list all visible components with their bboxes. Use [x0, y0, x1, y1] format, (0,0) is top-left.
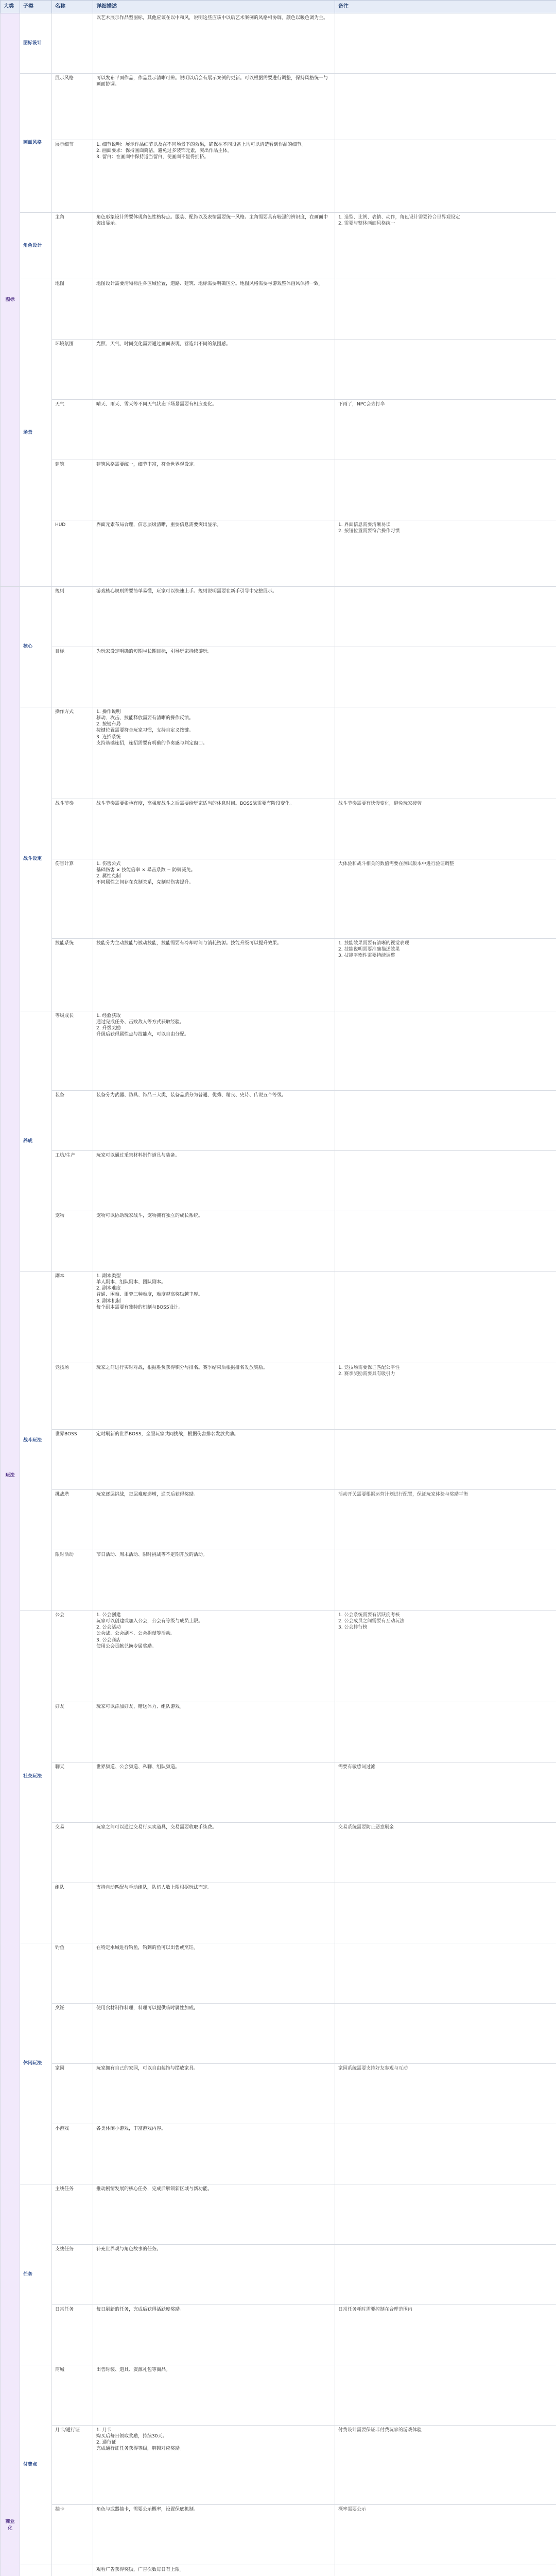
detail-cell[interactable]: 观看广告获得奖励，广告次数每日有上限。 [93, 2565, 335, 2576]
name-cell[interactable] [52, 2565, 93, 2576]
detail-cell[interactable]: 1. 经验获取 通过完成任务、击败敌人等方式获取经验。 2. 升级奖励 升级后获得属性点与技能点，可以自由分配。 [93, 1011, 335, 1091]
table-row [1, 279, 556, 340]
detail-cell[interactable]: 为玩家设定明确的短期与长期目标，引导玩家持续游玩。 [93, 647, 335, 707]
detail-cell[interactable]: 玩家之间可以通过交易行买卖道具，交易需要收取手续费。 [93, 1823, 335, 1883]
table-row [1, 1151, 556, 1211]
name-cell[interactable]: 目标 [52, 647, 93, 707]
detail-cell[interactable]: 各类休闲小游戏，丰富游戏内容。 [93, 2124, 335, 2184]
table-row [1, 1762, 556, 1823]
note-cell[interactable] [335, 1091, 556, 1151]
note-cell[interactable] [335, 74, 556, 140]
detail-cell[interactable]: 玩家逐层挑战，每层难度递增，通关后获得奖励。 [93, 1490, 335, 1550]
note-cell[interactable] [335, 1883, 556, 1943]
name-cell[interactable]: 主线任务 [52, 2184, 93, 2245]
category-cell[interactable]: 商业化 [1, 2365, 20, 2576]
table-row [1, 2565, 556, 2576]
note-cell[interactable] [335, 587, 556, 647]
note-cell[interactable] [335, 1151, 556, 1211]
detail-cell[interactable]: 在特定水域进行钓鱼，钓到的鱼可以出售或烹饪。 [93, 1943, 335, 2004]
name-cell[interactable] [52, 13, 93, 74]
table-row [1, 2245, 556, 2305]
detail-cell[interactable]: 角色与武器抽卡，需要公示概率，设置保底机制。 [93, 2505, 335, 2565]
name-cell[interactable]: 伤害计算 [52, 859, 93, 939]
detail-cell[interactable]: 出售时装、道具、资源礼包等商品。 [93, 2365, 335, 2426]
note-cell[interactable] [335, 2184, 556, 2245]
name-cell[interactable]: 展示细节 [52, 140, 93, 213]
note-cell[interactable] [335, 1702, 556, 1762]
subcategory-cell[interactable]: 场景 [20, 279, 52, 587]
detail-cell[interactable]: 晴天、雨天、雪天等不同天气状态下场景需要有相应变化。 [93, 400, 335, 460]
note-cell[interactable] [335, 140, 556, 213]
note-cell[interactable] [335, 1272, 556, 1363]
name-cell[interactable]: 装备 [52, 1091, 93, 1151]
header-subcategory[interactable]: 子类 [20, 1, 52, 13]
table-row [1, 1272, 556, 1363]
table-row [1, 2004, 556, 2064]
table-row [1, 1550, 556, 1611]
detail-cell[interactable]: 宠物可以协助玩家战斗，宠物拥有独立的成长系统。 [93, 1211, 335, 1272]
table-row [1, 1430, 556, 1490]
name-cell[interactable]: 建筑 [52, 460, 93, 520]
subcategory-cell[interactable]: 战斗玩法 [20, 1272, 52, 1611]
table-row [1, 1943, 556, 2004]
detail-cell[interactable]: 界面元素布局合理，信息层级清晰，重要信息需要突出显示。 [93, 520, 335, 587]
detail-cell[interactable]: 建筑风格需要统一，细节丰富，符合世界观设定。 [93, 460, 335, 520]
detail-cell[interactable]: 玩家拥有自己的家园，可以自由装饰与摆放家具。 [93, 2064, 335, 2124]
note-cell[interactable] [335, 1550, 556, 1611]
note-cell[interactable] [335, 340, 556, 400]
detail-cell[interactable]: 支持自动匹配与手动组队，队伍人数上限根据玩法而定。 [93, 1883, 335, 1943]
name-cell[interactable]: 环境氛围 [52, 340, 93, 400]
table-row [1, 1702, 556, 1762]
table-row [1, 1011, 556, 1091]
subcategory-cell[interactable]: 战斗设定 [20, 707, 52, 1011]
header-note[interactable]: 备注 [335, 1, 556, 13]
name-cell[interactable]: 好友 [52, 1702, 93, 1762]
name-cell[interactable]: 操作方式 [52, 707, 93, 799]
table-row [1, 1883, 556, 1943]
detail-cell[interactable]: 技能分为主动技能与被动技能，技能需要有冷却时间与消耗资源。技能升级可以提升效果。 [93, 939, 335, 1011]
table-row [1, 1490, 556, 1550]
note-cell[interactable]: 1. 公会系统需要有活跃度考核 2. 公会成员之间需要有互动玩法 3. 公会排行榜 [335, 1611, 556, 1702]
name-cell[interactable]: 技能系统 [52, 939, 93, 1011]
note-cell[interactable] [335, 13, 556, 74]
name-cell[interactable]: 天气 [52, 400, 93, 460]
name-cell[interactable]: 烹饪 [52, 2004, 93, 2064]
name-cell[interactable]: 规则 [52, 587, 93, 647]
subcategory-cell[interactable]: 核心 [20, 587, 52, 707]
detail-cell[interactable]: 节日活动、周末活动、限时挑战等不定期开放的活动。 [93, 1550, 335, 1611]
table-row [1, 1611, 556, 1702]
detail-cell[interactable]: 地图设计需要清晰标注各区域位置，道路、建筑、地标需要明确区分。地图风格需要与游戏整体画风保持一致。 [93, 279, 335, 340]
subcategory-cell[interactable] [20, 2565, 52, 2576]
name-cell[interactable]: 日常任务 [52, 2305, 93, 2365]
table-row [1, 2064, 556, 2124]
header-row [1, 1, 556, 13]
table-row [1, 2426, 556, 2505]
table-row [1, 340, 556, 400]
name-cell[interactable]: 世界BOSS [52, 1430, 93, 1490]
detail-cell[interactable]: 1. 公会创建 玩家可以创建或加入公会，公会有等级与成员上限。 2. 公会活动 公会战、公会副本、公会捐献等活动。 3. 公会商店 使用公会贡献兑换专属奖励。 [93, 1611, 335, 1702]
note-cell[interactable] [335, 279, 556, 340]
detail-cell[interactable]: 世界频道、公会频道、私聊、组队频道。 [93, 1762, 335, 1823]
note-cell[interactable] [335, 2124, 556, 2184]
note-cell[interactable]: 概率需要公示 [335, 2505, 556, 2565]
detail-cell[interactable]: 每日刷新的任务，完成后获得活跃度奖励。 [93, 2305, 335, 2365]
name-cell[interactable]: 挑战塔 [52, 1490, 93, 1550]
name-cell[interactable]: 小游戏 [52, 2124, 93, 2184]
name-cell[interactable]: 商城 [52, 2365, 93, 2426]
table-row [1, 400, 556, 460]
detail-cell[interactable]: 角色形象设计需要体现角色性格特点。服装、配饰以及表情需要统一风格。主角需要具有较强的辨识度，在画面中突出显示。 [93, 213, 335, 279]
note-cell[interactable]: 活动开关需要根据运营计划进行配置，保证玩家体验与奖励平衡 [335, 1490, 556, 1550]
table-row [1, 707, 556, 799]
table-row [1, 939, 556, 1011]
detail-cell[interactable]: 补充世界观与角色故事的任务。 [93, 2245, 335, 2305]
note-cell[interactable]: 1. 竞技场需要保证匹配公平性 2. 赛季奖励需要具有吸引力 [335, 1363, 556, 1430]
detail-cell[interactable]: 使用食材制作料理，料理可以提供临时属性加成。 [93, 2004, 335, 2064]
name-cell[interactable]: 竞技场 [52, 1363, 93, 1430]
note-cell[interactable]: 家园系统需要支持好友参观与互动 [335, 2064, 556, 2124]
table-row [1, 2505, 556, 2565]
table-row [1, 2305, 556, 2365]
table-row [1, 1091, 556, 1151]
subcategory-cell[interactable]: 任务 [20, 2184, 52, 2365]
note-cell[interactable]: 日常任务耗时需要控制在合理范围内 [335, 2305, 556, 2365]
name-cell[interactable]: HUD [52, 520, 93, 587]
header-detail[interactable]: 详细描述 [93, 1, 335, 13]
name-cell[interactable]: 宠物 [52, 1211, 93, 1272]
name-cell[interactable]: 展示风格 [52, 74, 93, 140]
table-row [1, 799, 556, 859]
note-cell[interactable] [335, 1943, 556, 2004]
name-cell[interactable]: 家园 [52, 2064, 93, 2124]
note-cell[interactable] [335, 1211, 556, 1272]
name-cell[interactable]: 月卡/通行证 [52, 2426, 93, 2505]
note-cell[interactable] [335, 2365, 556, 2426]
detail-cell[interactable]: 玩家可以添加好友、赠送体力、组队游戏。 [93, 1702, 335, 1762]
name-cell[interactable]: 钓鱼 [52, 1943, 93, 2004]
table-row [1, 460, 556, 520]
name-cell[interactable]: 限时活动 [52, 1550, 93, 1611]
table-row [1, 74, 556, 140]
detail-cell[interactable]: 玩家可以通过采集材料制作道具与装备。 [93, 1151, 335, 1211]
note-cell[interactable]: 付费设计需要保证非付费玩家的游戏体验 [335, 2426, 556, 2505]
table-row [1, 1211, 556, 1272]
table-row [1, 1363, 556, 1430]
detail-cell[interactable]: 定时刷新的世界BOSS，全服玩家共同挑战，根据伤害排名发放奖励。 [93, 1430, 335, 1490]
table-row [1, 2184, 556, 2245]
name-cell[interactable]: 聊天 [52, 1762, 93, 1823]
name-cell[interactable]: 组队 [52, 1883, 93, 1943]
header-name[interactable]: 名称 [52, 1, 93, 13]
note-cell[interactable] [335, 460, 556, 520]
subcategory-cell[interactable]: 休闲玩法 [20, 1943, 52, 2184]
detail-cell[interactable]: 推动剧情发展的核心任务，完成后解锁新区域与新功能。 [93, 2184, 335, 2245]
name-cell[interactable]: 支线任务 [52, 2245, 93, 2305]
detail-cell[interactable]: 1. 副本类型 单人副本、组队副本、团队副本。 2. 副本难度 普通、困难、噩梦三种难度，难度越高奖励越丰厚。 3. 副本机制 每个副本需要有独特的机制与BOSS设计。 [93, 1272, 335, 1363]
detail-cell[interactable]: 装备分为武器、防具、饰品三大类，装备品质分为普通、优秀、精良、史诗、传说五个等级。 [93, 1091, 335, 1151]
table-row [1, 587, 556, 647]
category-cell[interactable]: 图标 [1, 13, 20, 587]
subcategory-cell[interactable]: 社交玩法 [20, 1611, 52, 1943]
table-body [1, 13, 556, 2576]
detail-cell[interactable]: 1. 细节说明：展示作品细节以及在不同场景下的效果，确保在不同设备上均可以清楚看到作品的细节。 2. 画面要求：保持画面简洁，避免过多装饰元素，突出作品主体。 3. 留白：在画面中保持适当留白，使画面不显得拥挤。 [93, 140, 335, 213]
note-cell[interactable]: 1. 技能效果需要有清晰的视觉表现 2. 技能说明需要准确描述效果 3. 技能平衡性需要持续调整 [335, 939, 556, 1011]
table-row [1, 213, 556, 279]
name-cell[interactable]: 主角 [52, 213, 93, 279]
note-cell[interactable] [335, 2245, 556, 2305]
detail-cell[interactable]: 1. 月卡 购买后每日领取奖励，持续30天。 2. 通行证 完成通行证任务获得等级，解锁对应奖励。 [93, 2426, 335, 2505]
subcategory-cell[interactable]: 图标设计 [20, 13, 52, 74]
category-cell[interactable]: 玩法 [1, 587, 20, 2365]
subcategory-cell[interactable]: 付费点 [20, 2365, 52, 2565]
name-cell[interactable]: 战斗节奏 [52, 799, 93, 859]
name-cell[interactable]: 公会 [52, 1611, 93, 1702]
note-cell[interactable] [335, 1430, 556, 1490]
note-cell[interactable]: 1. 造型、比例、表情、动作，角色设计需要符合世界观设定 2. 需要与整体画面风格统一 [335, 213, 556, 279]
name-cell[interactable]: 地图 [52, 279, 93, 340]
table-row [1, 520, 556, 587]
name-cell[interactable]: 抽卡 [52, 2505, 93, 2565]
name-cell[interactable]: 等级成长 [52, 1011, 93, 1091]
table-row [1, 140, 556, 213]
table-row [1, 13, 556, 74]
note-cell[interactable]: 大体验和战斗相关的数值需要在测试版本中进行验证调整 [335, 859, 556, 939]
detail-cell[interactable]: 可以发布平面作品，作品显示清晰可辨。说明以后会有展示案例的更新。可以根据需要进行调整，保持风格统一与画面协调。 [93, 74, 335, 140]
table-row [1, 1823, 556, 1883]
subcategory-cell[interactable]: 养成 [20, 1011, 52, 1272]
note-cell[interactable]: 需要有敏感词过滤 [335, 1762, 556, 1823]
name-cell[interactable]: 交易 [52, 1823, 93, 1883]
note-cell[interactable]: 1. 界面信息需要清晰易读 2. 按钮位置需要符合操作习惯 [335, 520, 556, 587]
detail-cell[interactable]: 1. 伤害公式 基础伤害 × 技能倍率 × 暴击系数 − 防御减免。 2. 属性克制 不同属性之间存在克制关系，克制时伤害提升。 [93, 859, 335, 939]
name-cell[interactable]: 副本 [52, 1272, 93, 1363]
table-row [1, 859, 556, 939]
subcategory-cell[interactable]: 角色设计 [20, 213, 52, 279]
subcategory-cell[interactable]: 画面风格 [20, 74, 52, 213]
note-cell[interactable] [335, 1011, 556, 1091]
detail-cell[interactable]: 光照、天气、时间变化需要通过画面表现，营造出不同的氛围感。 [93, 340, 335, 400]
name-cell[interactable]: 工坊/生产 [52, 1151, 93, 1211]
table-row [1, 2124, 556, 2184]
table-row [1, 647, 556, 707]
note-cell[interactable]: 下雨了，NPC会去打伞 [335, 400, 556, 460]
note-cell[interactable]: 交易系统需要防止恶意刷金 [335, 1823, 556, 1883]
note-cell[interactable] [335, 2004, 556, 2064]
table-row [1, 2365, 556, 2426]
note-cell[interactable]: 战斗节奏需要有快慢变化，避免玩家疲劳 [335, 799, 556, 859]
detail-cell[interactable]: 1. 操作说明 移动、攻击、技能释放需要有清晰的操作反馈。 2. 按键布局 按键位置需要符合玩家习惯，支持自定义按键。 3. 连招系统 支持基础连招，连招需要有明确的节奏感与判定窗口。 [93, 707, 335, 799]
detail-cell[interactable]: 以艺术展示作品型图标，其他应该在以中和风，说明这些应该中以后艺术案例的风格相协调。颜色以暖色调为主。 [93, 13, 335, 74]
detail-cell[interactable]: 游戏核心规则需要简单易懂，玩家可以快速上手。规则说明需要在新手引导中完整展示。 [93, 587, 335, 647]
detail-cell[interactable]: 玩家之间进行实时对战，根据胜负获得积分与排名。赛季结束后根据排名发放奖励。 [93, 1363, 335, 1430]
note-cell[interactable] [335, 647, 556, 707]
header-category[interactable]: 大类 [1, 1, 20, 13]
detail-cell[interactable]: 战斗节奏需要张弛有度，高强度战斗之后需要给玩家适当的休息时间。BOSS战需要有阶段变化。 [93, 799, 335, 859]
note-cell[interactable] [335, 2565, 556, 2576]
note-cell[interactable] [335, 707, 556, 799]
